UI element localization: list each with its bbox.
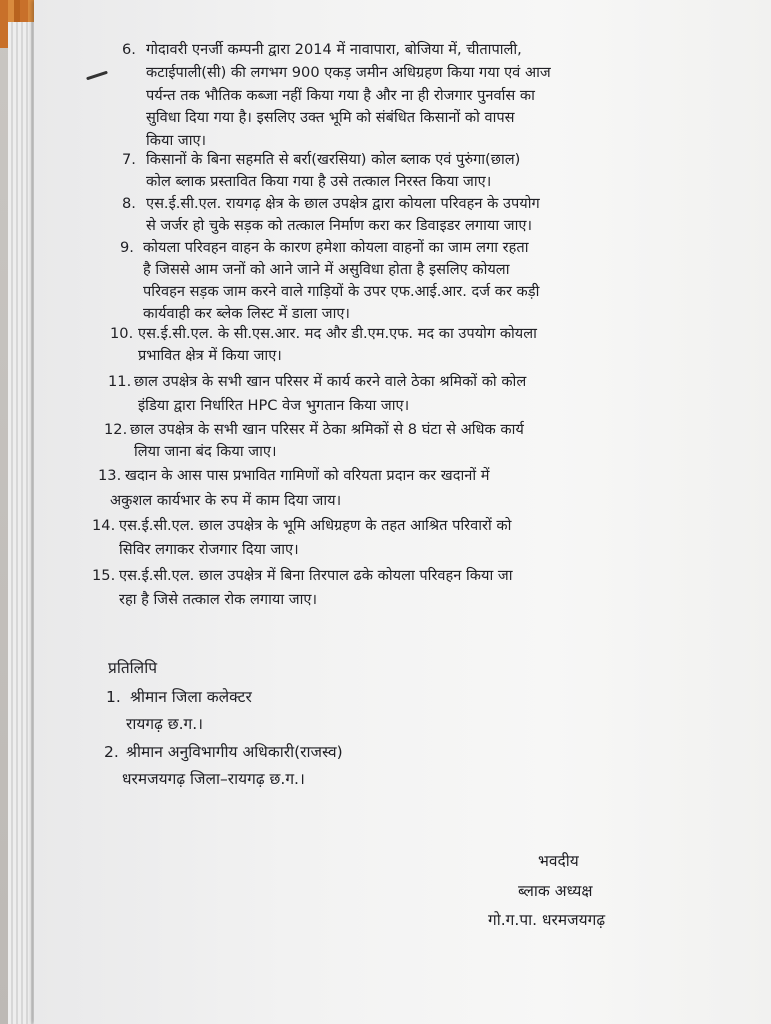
item-10-line-1: एस.ई.सी.एल. के सी.एस.आर. मद और डी.एम.एफ. मद का उपयोग कोयला (138, 325, 537, 342)
recipient-1-name: श्रीमान जिला कलेक्टर (130, 688, 252, 706)
item-11-number: 11. (108, 373, 132, 390)
item-15-line-1: एस.ई.सी.एल. छाल उपक्षेत्र में बिना तिरपाल ढके कोयला परिवहन किया जा (119, 567, 513, 584)
item-13-line-1: खदान के आस पास प्रभावित गामिणों को वरियता प्रदान कर खदानों में (125, 467, 490, 484)
item-6-line-1: गोदावरी एनर्जी कम्पनी द्वारा 2014 में नावापारा, बोजिया में, चीतापाली, (146, 41, 522, 58)
recipient-2-address: धरमजयगढ़ जिला–रायगढ़ छ.ग.। (122, 770, 305, 788)
item-14-number: 14. (92, 517, 116, 534)
item-14-line-1: एस.ई.सी.एल. छाल उपक्षेत्र के भूमि अधिग्रहण के तहत आश्रित परिवारों को (119, 517, 512, 534)
item-6-line-5: किया जाए। (146, 132, 207, 149)
recipient-2-number: 2. (104, 743, 119, 761)
item-7-line-2: कोल ब्लाक प्रस्तावित किया गया है उसे तत्काल निरस्त किया जाए। (146, 173, 492, 190)
closing-text: भवदीय (538, 852, 579, 870)
item-8-line-2: से जर्जर हो चुके सड़क को तत्काल निर्माण करा कर डिवाइडर लगाया जाए। (146, 217, 533, 234)
item-15-line-2: रहा है जिसे तत्काल रोक लगाया जाए। (119, 591, 317, 608)
item-12-line-1: छाल उपक्षेत्र के सभी खान परिसर में ठेका श्रमिकों से 8 घंटा से अधिक कार्य (130, 421, 524, 438)
item-7-line-1: किसानों के बिना सहमति से बर्रा(खरसिया) कोल ब्लाक एवं पुरुंगा(छाल) (146, 151, 521, 168)
item-9-line-4: कार्यवाही कर ब्लेक लिस्ट में डाला जाए। (143, 305, 350, 322)
copy-to-heading: प्रतिलिपि (108, 659, 158, 677)
item-6-line-3: पर्यन्त तक भौतिक कब्जा नहीं किया गया है और ना ही रोजगार पुनर्वास का (146, 87, 535, 104)
designation-text: ब्लाक अध्यक्ष (518, 882, 593, 900)
item-8-number: 8. (122, 195, 136, 212)
item-11-line-2: इंडिया द्वारा निर्धारित HPC वेज भुगतान किया जाए। (138, 397, 410, 414)
item-13-line-2: अकुशल कार्यभार के रुप में काम दिया जाय। (110, 492, 342, 509)
item-12-line-2: लिया जाना बंद किया जाए। (134, 443, 277, 460)
item-9-line-1: कोयला परिवहन वाहन के कारण हमेशा कोयला वाहनों का जाम लगा रहता (143, 239, 529, 256)
item-8-line-1: एस.ई.सी.एल. रायगढ़ क्षेत्र के छाल उपक्षेत्र द्वारा कोयला परिवहन के उपयोग (146, 195, 540, 212)
item-6-number: 6. (122, 41, 136, 58)
item-9-line-2: है जिससे आम जनों को आने जाने में असुविधा होता है इसलिए कोयला (143, 261, 510, 278)
item-10-line-2: प्रभावित क्षेत्र में किया जाए। (138, 347, 282, 364)
item-10-number: 10. (110, 325, 134, 342)
item-9-line-3: परिवहन सड़क जाम करने वाले गाड़ियों के उपर एफ.आई.आर. दर्ज कर कड़ी (143, 283, 540, 300)
item-6-line-2: कटाईपाली(सी) की लगभग 900 एकड़ जमीन अधिग्रहण किया गया एवं आज (146, 64, 551, 81)
item-6-line-4: सुविधा दिया गया है। इसलिए उक्त भूमि को संबंधित किसानों को वापस (146, 109, 515, 126)
recipient-1-address: रायगढ़ छ.ग.। (126, 715, 204, 733)
recipient-2-name: श्रीमान अनुविभागीय अधिकारी(राजस्व) (126, 743, 343, 761)
recipient-1-number: 1. (106, 688, 121, 706)
item-12-number: 12. (104, 421, 128, 438)
item-7-number: 7. (122, 151, 136, 168)
item-11-line-1: छाल उपक्षेत्र के सभी खान परिसर में कार्य करने वाले ठेका श्रमिकों को कोल (134, 373, 527, 390)
item-15-number: 15. (92, 567, 116, 584)
organization-text: गो.ग.पा. धरमजयगढ़ (488, 911, 606, 929)
item-9-number: 9. (120, 239, 134, 256)
item-14-line-2: सिविर लगाकर रोजगार दिया जाए। (119, 541, 299, 558)
item-13-number: 13. (98, 467, 122, 484)
